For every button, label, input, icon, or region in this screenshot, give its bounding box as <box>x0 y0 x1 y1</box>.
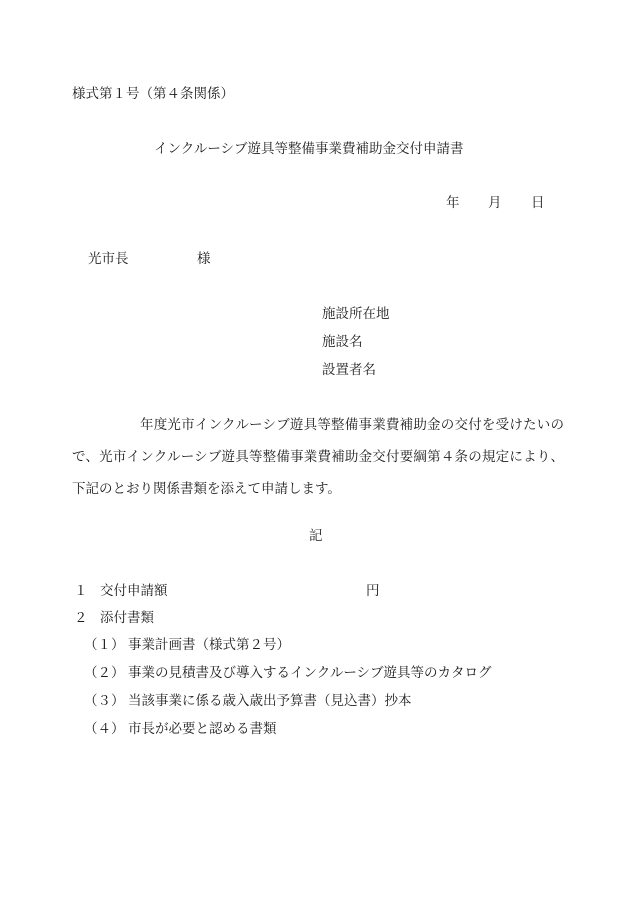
attachment-number: （３） <box>84 689 125 709</box>
facility-name-label: 施設名 <box>322 330 363 350</box>
date-month: 月 <box>488 191 502 211</box>
attachment-number: （２） <box>84 661 125 681</box>
item-2-number: ２ <box>74 606 88 626</box>
item-1-label: 交付申請額 <box>100 579 168 599</box>
addressee-honorific: 様 <box>197 247 211 267</box>
form-number: 様式第１号（第４条関係） <box>72 82 234 102</box>
item-1-unit: 円 <box>366 579 380 599</box>
facility-address-label: 施設所在地 <box>322 302 390 322</box>
ki-heading: 記 <box>309 524 323 544</box>
date-day: 日 <box>531 191 545 211</box>
application-body <box>72 407 564 503</box>
attachment-text: 事業の見積書及び導入するインクルーシブ遊具等のカタログ <box>128 661 492 681</box>
document-title: インクルーシブ遊具等整備事業費補助金交付申請書 <box>154 137 464 157</box>
attachment-text: 当該事業に係る歳入歳出予算書（見込書）抄本 <box>128 689 412 709</box>
attachment-number: （４） <box>84 717 125 737</box>
attachment-text: 市長が必要と認める書類 <box>128 717 277 737</box>
attachment-number: （１） <box>84 633 125 653</box>
item-1-number: １ <box>74 579 88 599</box>
application-body-text: 年度光市インクルーシブ遊具等整備事業費補助金の交付を受けたいので、光市インクルーシブ遊具等整備事業費補助金交付要綱第４条の規定により、下記のとおり関係書類を添えて申請します。 <box>72 413 564 497</box>
addressee-name: 光市長 <box>88 247 129 267</box>
attachment-text: 事業計画書（様式第２号） <box>128 633 290 653</box>
item-2-label: 添付書類 <box>100 606 154 626</box>
owner-name-label: 設置者名 <box>322 358 376 378</box>
date-year: 年 <box>446 191 460 211</box>
